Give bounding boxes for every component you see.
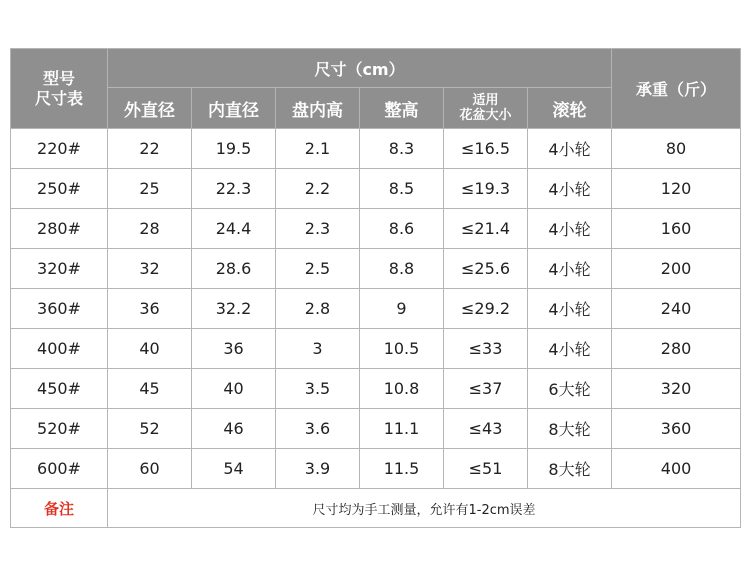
total-cell: 8.5 [360,169,444,209]
tray-cell: 3.5 [276,369,360,409]
model-header-line1: 型号 [42,68,75,88]
tray-cell: 3 [276,329,360,369]
table-row [11,329,741,369]
wheel-cell: 4小轮 [528,289,612,329]
wheel-cell: 4小轮 [528,129,612,169]
weight-cell: 200 [612,249,741,289]
weight-cell: 320 [612,369,741,409]
table-row [11,249,741,289]
tray-cell: 2.8 [276,289,360,329]
inner-cell: 36 [192,329,276,369]
pot-header-line1: 适用 [472,93,499,108]
wheel-header: 滚轮 [528,88,612,129]
tray-cell: 2.2 [276,169,360,209]
inner-cell: 28.6 [192,249,276,289]
model-size-header [11,49,108,129]
model-cell: 400# [11,329,108,369]
pot-header-line2: 花盆大小 [459,108,512,123]
total-cell: 11.5 [360,449,444,489]
pot-cell: ≤21.4 [444,209,528,249]
inner-cell: 32.2 [192,289,276,329]
inner-cell: 54 [192,449,276,489]
tray-cell: 3.9 [276,449,360,489]
size-spec-table [10,48,741,528]
table-row [11,449,741,489]
table-row [11,169,741,209]
wheel-cell: 4小轮 [528,249,612,289]
wheel-cell: 8大轮 [528,449,612,489]
inner-cell: 46 [192,409,276,449]
table-row [11,209,741,249]
pot-cell: ≤25.6 [444,249,528,289]
inner-cell: 22.3 [192,169,276,209]
total-cell: 8.6 [360,209,444,249]
total-cell: 10.5 [360,329,444,369]
pot-cell: ≤51 [444,449,528,489]
table-row [11,289,741,329]
table-row [11,369,741,409]
tray-cell: 2.3 [276,209,360,249]
pot-cell: ≤37 [444,369,528,409]
header-row-top [11,49,741,88]
outer-diameter-header: 外直径 [108,88,192,129]
total-height-header: 整高 [360,88,444,129]
outer-cell: 25 [108,169,192,209]
total-cell: 9 [360,289,444,329]
weight-header: 承重（斤） [612,49,741,129]
pot-cell: ≤16.5 [444,129,528,169]
weight-cell: 240 [612,289,741,329]
model-cell: 360# [11,289,108,329]
total-cell: 10.8 [360,369,444,409]
model-cell: 220# [11,129,108,169]
model-cell: 600# [11,449,108,489]
weight-cell: 160 [612,209,741,249]
inner-cell: 19.5 [192,129,276,169]
wheel-cell: 4小轮 [528,169,612,209]
note-label: 备注 [11,489,108,528]
model-cell: 520# [11,409,108,449]
total-cell: 8.8 [360,249,444,289]
tray-cell: 2.1 [276,129,360,169]
weight-cell: 80 [612,129,741,169]
outer-cell: 22 [108,129,192,169]
pot-size-header [444,88,528,129]
inner-cell: 40 [192,369,276,409]
outer-cell: 36 [108,289,192,329]
model-cell: 280# [11,209,108,249]
tray-height-header: 盘内高 [276,88,360,129]
note-row [11,489,741,528]
pot-cell: ≤43 [444,409,528,449]
outer-cell: 40 [108,329,192,369]
weight-cell: 360 [612,409,741,449]
tray-cell: 2.5 [276,249,360,289]
wheel-cell: 8大轮 [528,409,612,449]
inner-diameter-header: 内直径 [192,88,276,129]
outer-cell: 45 [108,369,192,409]
pot-cell: ≤29.2 [444,289,528,329]
outer-cell: 52 [108,409,192,449]
table-body [11,129,741,528]
model-cell: 250# [11,169,108,209]
model-cell: 450# [11,369,108,409]
model-header-line2: 尺寸表 [34,88,83,108]
weight-cell: 120 [612,169,741,209]
outer-cell: 28 [108,209,192,249]
pot-cell: ≤19.3 [444,169,528,209]
weight-cell: 400 [612,449,741,489]
table-row [11,129,741,169]
wheel-cell: 4小轮 [528,329,612,369]
total-cell: 11.1 [360,409,444,449]
model-cell: 320# [11,249,108,289]
size-group-header: 尺寸（cm） [108,49,612,88]
tray-cell: 3.6 [276,409,360,449]
wheel-cell: 6大轮 [528,369,612,409]
inner-cell: 24.4 [192,209,276,249]
outer-cell: 60 [108,449,192,489]
pot-cell: ≤33 [444,329,528,369]
total-cell: 8.3 [360,129,444,169]
note-text: 尺寸均为手工测量，允许有1-2cm误差 [108,489,741,528]
table-row [11,409,741,449]
wheel-cell: 4小轮 [528,209,612,249]
outer-cell: 32 [108,249,192,289]
weight-cell: 280 [612,329,741,369]
